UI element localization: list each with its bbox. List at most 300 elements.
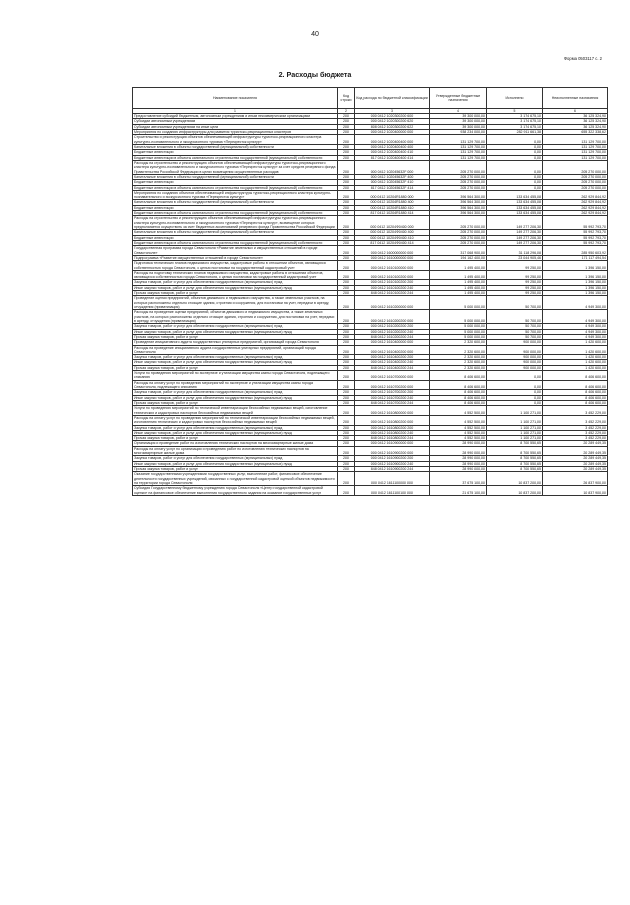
row-remaining: 36 125 324,90 bbox=[543, 114, 608, 119]
row-remaining: 262 929 844,92 bbox=[543, 211, 608, 216]
table-row bbox=[133, 371, 608, 381]
table-row bbox=[133, 130, 608, 135]
row-name: Прочая закупка товаров, работ и услуг bbox=[133, 334, 338, 339]
row-line-code: 200 bbox=[338, 145, 355, 150]
row-approved: 28 990 000,00 bbox=[430, 441, 487, 446]
row-approved: 4 552 500,00 bbox=[430, 406, 487, 416]
row-approved: 28 990 000,00 bbox=[430, 446, 487, 456]
row-remaining: 1 420 600,00 bbox=[543, 355, 608, 360]
header-classification: Код расхода по бюджетной классификации bbox=[355, 88, 430, 109]
table-row bbox=[133, 355, 608, 360]
row-line-code: 200 bbox=[338, 425, 355, 430]
row-remaining: 131 129 700,00 bbox=[543, 145, 608, 150]
row-remaining: 55 992 793,70 bbox=[543, 240, 608, 245]
row-approved: 205 270 000,00 bbox=[430, 185, 487, 190]
row-name: Иные закупки товаров, работ и услуг для обеспечения государственных (муниципальных) нужд bbox=[133, 360, 338, 365]
table-row bbox=[133, 446, 608, 456]
row-name: Бюджетные инвестиции в объекты капитального строительства государственной (муниципальной) собственности bbox=[133, 240, 338, 245]
row-name: Бюджетные инвестиции в объекты капитального строительства государственной (муниципальной) собственности bbox=[133, 211, 338, 216]
row-line-code: 200 bbox=[338, 119, 355, 124]
row-classification-code: 848 0412 1610100200 244 bbox=[355, 291, 430, 296]
table-row bbox=[133, 380, 608, 390]
row-name: Бюджетные инвестиции bbox=[133, 205, 338, 210]
table-row bbox=[133, 461, 608, 466]
row-classification-code: 000 0412 1020400400 000 bbox=[355, 135, 430, 145]
row-approved: 131 129 700,00 bbox=[430, 155, 487, 160]
row-remaining: 262 929 844,92 bbox=[543, 200, 608, 205]
table-row bbox=[133, 255, 608, 260]
row-classification-code: 000 0412 1610900200 240 bbox=[355, 461, 430, 466]
row-name: Прочая закупка товаров, работ и услуг bbox=[133, 400, 338, 405]
row-executed: 99 250,00 bbox=[487, 261, 543, 271]
row-executed: 900 000,00 bbox=[487, 355, 543, 360]
row-approved: 5 000 000,00 bbox=[430, 329, 487, 334]
row-name: Услуги по проведению мероприятий по экспертизе и утилизации имущества казны города Севастополя, подлежащего списанию bbox=[133, 371, 338, 381]
row-remaining: 55 992 793,70 bbox=[543, 235, 608, 240]
table-row bbox=[133, 174, 608, 179]
row-remaining: 3 452 229,00 bbox=[543, 415, 608, 425]
row-executed: 23 044 905,46 bbox=[487, 255, 543, 260]
row-classification-code: 848 0412 1610200200 244 bbox=[355, 334, 430, 339]
row-classification-code: 000 0412 1020400400 400 bbox=[355, 145, 430, 150]
row-approved: 396 564 300,00 bbox=[430, 211, 487, 216]
row-executed: 1 100 271,00 bbox=[487, 425, 543, 430]
column-index: 3 bbox=[355, 109, 430, 114]
row-executed: 0,00 bbox=[487, 160, 543, 174]
header-line-code: Код строки bbox=[338, 88, 355, 109]
row-classification-code: 848 0412 1610700200 244 bbox=[355, 400, 430, 405]
row-name: Услуги по проведению мероприятий по технической инвентаризации бесхозяйных недвижимых вещей, изготовление технических и кадастровых паспортов бесхозяйных недвижимых вещей bbox=[133, 406, 338, 416]
header-remaining: Неисполненные назначения bbox=[543, 88, 608, 109]
table-row bbox=[133, 395, 608, 400]
table-row bbox=[133, 285, 608, 290]
row-executed: 133 634 455,08 bbox=[487, 200, 543, 205]
row-remaining: 205 270 000,00 bbox=[543, 180, 608, 185]
table-row bbox=[133, 425, 608, 430]
row-executed: 900 000,00 bbox=[487, 345, 543, 355]
row-name: Расходы на проведение оценки предприятий, объектов движимого и недвижимого имущества, а также земельных участков, на которых расположены отдельно стоящие здания, строения и сооружения, для постановки на учет, передачи в аренду, отчуждения (приватизация) bbox=[133, 310, 338, 324]
row-line-code: 200 bbox=[338, 355, 355, 360]
row-name: Бюджетные инвестиции bbox=[133, 180, 338, 185]
row-name: Строительство и реконструкция объектов обеспечивающей инфраструктуры туристско-рекреационного кластера культурно-познавательного и экскурсионного туризма «Перекресток культур» bbox=[133, 135, 338, 145]
row-classification-code: 000 0412 1600000000 000 bbox=[355, 246, 430, 256]
row-approved: 8 406 600,00 bbox=[430, 371, 487, 381]
row-executed: 0,00 bbox=[487, 145, 543, 150]
row-remaining: 1 420 600,00 bbox=[543, 365, 608, 370]
row-classification-code: 817 0412 102045632F 414 bbox=[355, 185, 430, 190]
table-row bbox=[133, 211, 608, 216]
table-row bbox=[133, 145, 608, 150]
row-approved: 396 564 300,00 bbox=[430, 205, 487, 210]
table-body bbox=[133, 114, 608, 496]
row-remaining: 4 949 300,00 bbox=[543, 310, 608, 324]
row-name: Расходы на строительство и реконструкцию объектов обеспечивающей инфраструктуры туристско-рекреационного кластера культурно-познавательного и экскурсионного туризма «Перекресток культур» за счет средств резервного фонда Правительства Российской Федерации в целях возмещения осуществленных расходов bbox=[133, 160, 338, 174]
row-approved: 5 000 000,00 bbox=[430, 324, 487, 329]
row-remaining: 171 117 494,54 bbox=[543, 255, 608, 260]
row-line-code: 200 bbox=[338, 310, 355, 324]
row-remaining: 4 949 300,00 bbox=[543, 324, 608, 329]
row-approved: 28 990 000,00 bbox=[430, 461, 487, 466]
row-line-code: 200 bbox=[338, 130, 355, 135]
row-executed: 8 700 550,65 bbox=[487, 461, 543, 466]
row-approved: 2 320 600,00 bbox=[430, 340, 487, 345]
row-executed: 149 277 206,30 bbox=[487, 230, 543, 235]
row-line-code: 200 bbox=[338, 446, 355, 456]
row-line-code: 200 bbox=[338, 324, 355, 329]
table-row bbox=[133, 324, 608, 329]
row-executed: 0,00 bbox=[487, 390, 543, 395]
table-row bbox=[133, 340, 608, 345]
row-remaining: 131 129 700,00 bbox=[543, 150, 608, 155]
row-name: Капитальные вложения в объекты государственной (муниципальной) собственности bbox=[133, 145, 338, 150]
row-line-code: 200 bbox=[338, 400, 355, 405]
row-name: Закупка товаров, работ и услуг для обеспечения государственных (муниципальных) нужд bbox=[133, 390, 338, 395]
row-name: Организация и проведение работ по изготовлению технических паспортов на многоквартирные жилые дома bbox=[133, 441, 338, 446]
row-executed: 99 250,00 bbox=[487, 291, 543, 296]
row-approved: 205 270 000,00 bbox=[430, 180, 487, 185]
row-name: Бюджетные инвестиции в объекты капитального строительства государственной (муниципальной) собственности bbox=[133, 155, 338, 160]
row-executed: 0,00 bbox=[487, 185, 543, 190]
row-classification-code: 000 0412 1610800000 000 bbox=[355, 406, 430, 416]
row-line-code: 200 bbox=[338, 395, 355, 400]
header-name: Наименование показателя bbox=[133, 88, 338, 109]
row-line-code: 200 bbox=[338, 456, 355, 461]
row-name: Закупка товаров, работ и услуг для обеспечения государственных (муниципальных) нужд bbox=[133, 324, 338, 329]
row-classification-code: 000 0412 102045632F 410 bbox=[355, 180, 430, 185]
row-remaining: 205 270 000,00 bbox=[543, 160, 608, 174]
row-approved: 39 300 000,00 bbox=[430, 124, 487, 129]
row-remaining: 8 406 600,00 bbox=[543, 371, 608, 381]
row-remaining: 1 396 150,00 bbox=[543, 280, 608, 285]
row-approved: 4 552 500,00 bbox=[430, 415, 487, 425]
row-classification-code: 000 0412 1020400000 000 bbox=[355, 130, 430, 135]
column-index: 4 bbox=[430, 109, 487, 114]
row-classification-code: 000 0412 1610900200 000 bbox=[355, 446, 430, 456]
row-name: Прочая закупка товаров, работ и услуг bbox=[133, 291, 338, 296]
table-row bbox=[133, 155, 608, 160]
table-row bbox=[133, 296, 608, 310]
row-name: Бюджетные инвестиции в объекты капитального строительства государственной (муниципальной) собственности bbox=[133, 185, 338, 190]
row-executed: 50 700,00 bbox=[487, 324, 543, 329]
row-line-code: 200 bbox=[338, 150, 355, 155]
row-remaining: 55 992 793,70 bbox=[543, 230, 608, 235]
row-name: Расходы на проведение инициативного аудита государственных унитарных предприятий, организаций города Севастополя bbox=[133, 345, 338, 355]
row-line-code: 200 bbox=[338, 180, 355, 185]
row-approved: 37 675 100,00 bbox=[430, 472, 487, 486]
row-executed: 8 700 550,65 bbox=[487, 446, 543, 456]
row-executed: 149 277 206,30 bbox=[487, 240, 543, 245]
row-name: Иные закупки товаров, работ и услуг для обеспечения государственных (муниципальных) нужд bbox=[133, 285, 338, 290]
row-remaining: 4 949 300,00 bbox=[543, 296, 608, 310]
row-line-code: 200 bbox=[338, 340, 355, 345]
row-line-code: 200 bbox=[338, 246, 355, 256]
row-line-code: 200 bbox=[338, 406, 355, 416]
row-name: Расходы на оплату услуг по проведению мероприятий по технической инвентаризации бесхозяйных недвижимых вещей, изготовлению технических и кадастровых паспортов бесхозяйных недвижимых вещей bbox=[133, 415, 338, 425]
row-remaining: 3 452 229,00 bbox=[543, 425, 608, 430]
row-remaining: 1 396 150,00 bbox=[543, 285, 608, 290]
row-executed: 0,00 bbox=[487, 380, 543, 390]
header-executed: Исполнено bbox=[487, 88, 543, 109]
row-remaining: 8 406 600,00 bbox=[543, 395, 608, 400]
row-name: Государственная программа города Севастополя «Развитие земельных и имущественных отношений в городе Севастополе» bbox=[133, 246, 338, 256]
row-remaining: 262 929 844,92 bbox=[543, 190, 608, 200]
table-row bbox=[133, 114, 608, 119]
table-row bbox=[133, 240, 608, 245]
row-classification-code: 848 0412 1610900200 244 bbox=[355, 467, 430, 472]
row-classification-code: 000 0412 1610700200 000 bbox=[355, 380, 430, 390]
row-classification-code: 000 0412 1610100000 000 bbox=[355, 261, 430, 271]
row-classification-code: 000 0412 1610700000 000 bbox=[355, 371, 430, 381]
row-name: Капитальные вложения в объекты государственной (муниципальной) собственности bbox=[133, 174, 338, 179]
row-classification-code: 000 0412 1610400200 000 bbox=[355, 345, 430, 355]
row-approved: 205 270 000,00 bbox=[430, 174, 487, 179]
row-name: Подготовка технических планов недвижимого имущества, кадастровые работы в отношении объектов, являющихся собственностью города Севастополя, с целью постановки на государственный кадастровый учет bbox=[133, 261, 338, 271]
row-name: Иные закупки товаров, работ и услуг для обеспечения государственных (муниципальных) нужд bbox=[133, 461, 338, 466]
row-line-code: 200 bbox=[338, 436, 355, 441]
table-row bbox=[133, 390, 608, 395]
table-row bbox=[133, 190, 608, 200]
row-remaining: 20 289 449,35 bbox=[543, 461, 608, 466]
row-line-code: 200 bbox=[338, 114, 355, 119]
table-row bbox=[133, 310, 608, 324]
row-line-code: 200 bbox=[338, 291, 355, 296]
row-remaining: 3 452 229,00 bbox=[543, 430, 608, 435]
row-remaining: 36 125 324,90 bbox=[543, 124, 608, 129]
row-name: Закупка товаров, работ и услуг для обеспечения государственных (муниципальных) нужд bbox=[133, 280, 338, 285]
row-classification-code: 000 0412 1020400400 410 bbox=[355, 150, 430, 155]
row-approved: 1 495 400,00 bbox=[430, 261, 487, 271]
row-line-code: 200 bbox=[338, 334, 355, 339]
row-remaining: 20 289 449,35 bbox=[543, 456, 608, 461]
row-classification-code: 000 0412 1610800200 000 bbox=[355, 415, 430, 425]
row-executed: 0,00 bbox=[487, 155, 543, 160]
row-approved: 2 320 600,00 bbox=[430, 345, 487, 355]
row-classification-code: 000 0412 10204Ф0400 400 bbox=[355, 230, 430, 235]
row-remaining: 1 420 600,00 bbox=[543, 340, 608, 345]
row-approved: 4 552 500,00 bbox=[430, 436, 487, 441]
row-classification-code: 000 0412 1610100200 000 bbox=[355, 270, 430, 280]
row-executed: 99 250,00 bbox=[487, 285, 543, 290]
row-remaining: 262 929 844,92 bbox=[543, 205, 608, 210]
row-name: Субсидии автономным учреждениям bbox=[133, 119, 338, 124]
row-approved: 1 495 400,00 bbox=[430, 280, 487, 285]
table-row bbox=[133, 270, 608, 280]
table-row bbox=[133, 200, 608, 205]
row-approved: 131 129 700,00 bbox=[430, 150, 487, 155]
row-executed: 149 277 206,30 bbox=[487, 235, 543, 240]
row-remaining: 36 125 324,90 bbox=[543, 119, 608, 124]
row-classification-code: 000 0412 10204Ф0400 410 bbox=[355, 235, 430, 240]
row-executed: 0,00 bbox=[487, 135, 543, 145]
row-line-code: 200 bbox=[338, 461, 355, 466]
row-remaining: 1 420 600,00 bbox=[543, 360, 608, 365]
row-classification-code: 000 0412 1610900000 000 bbox=[355, 441, 430, 446]
row-remaining: 8 406 600,00 bbox=[543, 380, 608, 390]
row-name: Иные закупки товаров, работ и услуг для обеспечения государственных (муниципальных) нужд bbox=[133, 329, 338, 334]
row-approved: 2 320 600,00 bbox=[430, 355, 487, 360]
row-line-code: 200 bbox=[338, 329, 355, 334]
table-row bbox=[133, 329, 608, 334]
row-approved: 194 162 400,00 bbox=[430, 255, 487, 260]
row-remaining: 1 420 600,00 bbox=[543, 345, 608, 355]
row-approved: 8 406 600,00 bbox=[430, 390, 487, 395]
row-name: Мероприятия по созданию объектов обеспечивающей инфраструктуры туристско-рекреационного кластера культурно-познавательного и экскурсионного туризма «Перекресток культур» bbox=[133, 190, 338, 200]
row-classification-code: 000 0412 10204R1880 000 bbox=[355, 190, 430, 200]
row-remaining: 4 949 300,00 bbox=[543, 334, 608, 339]
row-executed: 0,00 bbox=[487, 150, 543, 155]
row-classification-code: 000 0412 1610700200 200 bbox=[355, 390, 430, 395]
row-line-code: 200 bbox=[338, 390, 355, 395]
table-row bbox=[133, 216, 608, 230]
row-remaining: 1 396 150,00 bbox=[543, 291, 608, 296]
row-approved: 8 406 600,00 bbox=[430, 380, 487, 390]
row-classification-code: 000 0412 1610200200 240 bbox=[355, 329, 430, 334]
row-executed: 133 634 455,08 bbox=[487, 211, 543, 216]
row-executed: 0,00 bbox=[487, 400, 543, 405]
row-classification-code: 000 0412 1610000000 000 bbox=[355, 255, 430, 260]
row-name: Проведение инициативного аудита государственных унитарных предприятий, организаций города Севастополя bbox=[133, 340, 338, 345]
column-index: 6 bbox=[543, 109, 608, 114]
row-name: Бюджетные инвестиции bbox=[133, 150, 338, 155]
row-approved: 205 270 000,00 bbox=[430, 230, 487, 235]
table-row bbox=[133, 430, 608, 435]
row-classification-code: 817 0412 10204Ф0400 414 bbox=[355, 240, 430, 245]
row-executed: 50 700,00 bbox=[487, 329, 543, 334]
row-approved: 1 495 400,00 bbox=[430, 270, 487, 280]
table-row bbox=[133, 135, 608, 145]
row-line-code: 200 bbox=[338, 255, 355, 260]
row-executed: 99 250,00 bbox=[487, 270, 543, 280]
row-remaining: 131 129 700,00 bbox=[543, 155, 608, 160]
row-remaining: 205 270 000,00 bbox=[543, 174, 608, 179]
row-executed: 900 000,00 bbox=[487, 360, 543, 365]
row-executed: 31 118 296,08 bbox=[487, 246, 543, 256]
row-executed: 0,00 bbox=[487, 180, 543, 185]
table-row bbox=[133, 472, 608, 486]
row-approved: 4 552 500,00 bbox=[430, 430, 487, 435]
row-approved: 1 495 400,00 bbox=[430, 285, 487, 290]
row-approved: 317 068 900,00 bbox=[430, 246, 487, 256]
row-approved: 8 406 600,00 bbox=[430, 395, 487, 400]
section-title: 2. Расходы бюджета bbox=[278, 70, 352, 79]
expenses-table bbox=[132, 87, 608, 496]
row-name: Закупка товаров, работ и услуг для обеспечения государственных (муниципальных) нужд bbox=[133, 355, 338, 360]
row-executed: 50 700,00 bbox=[487, 334, 543, 339]
row-line-code: 200 bbox=[338, 345, 355, 355]
row-classification-code: 817 0412 1020400400 414 bbox=[355, 155, 430, 160]
row-executed: 3 174 675,10 bbox=[487, 124, 543, 129]
row-classification-code: 000 0412 102045632F 000 bbox=[355, 160, 430, 174]
row-line-code: 200 bbox=[338, 430, 355, 435]
table-row bbox=[133, 280, 608, 285]
row-executed: 8 700 550,65 bbox=[487, 467, 543, 472]
row-executed: 282 911 661,38 bbox=[487, 130, 543, 135]
row-name: Субсидия Государственному бюджетному учреждению города Севастополя «Центр государственной кадастровой оценки» на финансовое обеспечение выполнения государственного задания на оказание государственных услуг bbox=[133, 486, 338, 496]
row-remaining: 8 406 600,00 bbox=[543, 390, 608, 395]
page-number: 40 bbox=[311, 31, 319, 38]
row-line-code: 200 bbox=[338, 371, 355, 381]
header-approved: Утвержденные бюджетные назначения bbox=[430, 88, 487, 109]
row-executed: 149 277 206,30 bbox=[487, 216, 543, 230]
table-row bbox=[133, 345, 608, 355]
row-line-code: 200 bbox=[338, 174, 355, 179]
row-line-code: 200 bbox=[338, 280, 355, 285]
row-approved: 39 300 000,00 bbox=[430, 119, 487, 124]
row-name: Субсидии автономным учреждениям на иные цели bbox=[133, 124, 338, 129]
row-approved: 5 000 000,00 bbox=[430, 296, 487, 310]
row-classification-code: 000 0412 102045632F 400 bbox=[355, 174, 430, 179]
row-remaining: 1 396 150,00 bbox=[543, 261, 608, 271]
row-approved: 205 270 000,00 bbox=[430, 240, 487, 245]
row-line-code: 200 bbox=[338, 205, 355, 210]
table-row bbox=[133, 360, 608, 365]
row-line-code: 200 bbox=[338, 216, 355, 230]
row-approved: 21 675 100,00 bbox=[430, 486, 487, 496]
table-row bbox=[133, 160, 608, 174]
row-remaining: 20 289 449,35 bbox=[543, 446, 608, 456]
row-classification-code: 000 0412 1610200200 000 bbox=[355, 310, 430, 324]
row-name: Подпрограмма «Развитие имущественных отношений в городе Севастополе» bbox=[133, 255, 338, 260]
row-approved: 396 564 300,00 bbox=[430, 190, 487, 200]
row-line-code: 200 bbox=[338, 360, 355, 365]
row-executed: 1 100 271,00 bbox=[487, 415, 543, 425]
row-classification-code: 000 0412 1610700200 240 bbox=[355, 395, 430, 400]
row-remaining: 205 270 000,00 bbox=[543, 185, 608, 190]
row-name: Расходы на оплату услуг по проведению мероприятий по экспертизе и утилизации имущества казны города Севастополя, подлежащего списанию bbox=[133, 380, 338, 390]
row-approved: 8 406 600,00 bbox=[430, 400, 487, 405]
row-classification-code: 000 0412 1610100200 200 bbox=[355, 280, 430, 285]
table-row bbox=[133, 486, 608, 496]
row-line-code: 200 bbox=[338, 155, 355, 160]
row-remaining: 10 837 900,00 bbox=[543, 486, 608, 496]
row-line-code: 200 bbox=[338, 415, 355, 425]
row-remaining: 131 129 700,00 bbox=[543, 135, 608, 145]
row-executed: 8 700 550,65 bbox=[487, 456, 543, 461]
row-executed: 900 000,00 bbox=[487, 365, 543, 370]
row-classification-code: 000 0412 1611100100 000 bbox=[355, 486, 430, 496]
row-classification-code: 000 0412 1610800200 240 bbox=[355, 430, 430, 435]
row-line-code: 200 bbox=[338, 486, 355, 496]
row-name: Прочая закупка товаров, работ и услуг bbox=[133, 365, 338, 370]
row-classification-code: 000 0412 1610100200 240 bbox=[355, 285, 430, 290]
row-name: Предоставление субсидий бюджетным, автономным учреждениям и иным некоммерческим организациям bbox=[133, 114, 338, 119]
table-row bbox=[133, 406, 608, 416]
row-approved: 205 270 000,00 bbox=[430, 160, 487, 174]
row-executed: 133 634 455,08 bbox=[487, 190, 543, 200]
row-remaining: 55 992 793,70 bbox=[543, 216, 608, 230]
row-executed: 99 250,00 bbox=[487, 280, 543, 285]
row-executed: 1 100 271,00 bbox=[487, 430, 543, 435]
row-line-code: 200 bbox=[338, 261, 355, 271]
row-line-code: 200 bbox=[338, 441, 355, 446]
row-line-code: 200 bbox=[338, 230, 355, 235]
row-approved: 5 000 000,00 bbox=[430, 310, 487, 324]
row-line-code: 200 bbox=[338, 285, 355, 290]
row-line-code: 200 bbox=[338, 240, 355, 245]
row-name: Закупка товаров, работ и услуг для обеспечения государственных (муниципальных) нужд bbox=[133, 456, 338, 461]
row-executed: 50 700,00 bbox=[487, 296, 543, 310]
row-remaining: 8 406 600,00 bbox=[543, 400, 608, 405]
row-approved: 131 129 700,00 bbox=[430, 135, 487, 145]
row-executed: 50 700,00 bbox=[487, 310, 543, 324]
column-index: 2 bbox=[338, 109, 355, 114]
row-classification-code: 000 0412 1610400200 240 bbox=[355, 360, 430, 365]
row-approved: 938 234 000,00 bbox=[430, 130, 487, 135]
row-name: Капитальные вложения в объекты государственной (муниципальной) собственности bbox=[133, 200, 338, 205]
row-line-code: 200 bbox=[338, 211, 355, 216]
row-classification-code: 000 0412 1610200200 200 bbox=[355, 324, 430, 329]
row-classification-code: 000 0412 1020300200 620 bbox=[355, 119, 430, 124]
